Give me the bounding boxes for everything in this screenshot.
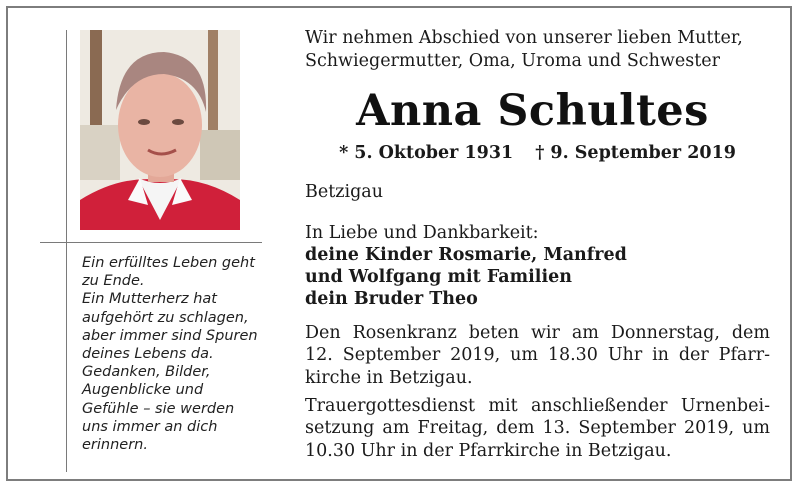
mourner-line: deine Kinder Rosmarie, Manfred: [305, 245, 627, 265]
poem-line: aber immer sind Spuren: [82, 327, 258, 344]
divider-vertical: [66, 30, 67, 472]
memorial-poem: [82, 254, 267, 454]
poem-line: Ein Mutterherz hat: [82, 291, 217, 308]
rosary-line: kirche in Betzigau.: [305, 367, 473, 388]
poem-line: uns immer an dich: [82, 418, 218, 435]
poem-line: Gefühle – sie werden: [82, 400, 235, 417]
death-date: † 9. September 2019: [535, 143, 736, 163]
poem-line: Augenblicke und: [82, 382, 204, 399]
poem-line: aufgehört zu schlagen,: [82, 309, 249, 326]
mourner-line: und Wolfgang mit Familien: [305, 267, 572, 287]
mourner-line: dein Bruder Theo: [305, 289, 478, 309]
rosary-announcement: [305, 322, 770, 389]
service-announcement: [305, 395, 770, 462]
rosary-line: 12. September 2019, um 18.30 Uhr in der Pfarr-: [305, 345, 770, 366]
poem-line: Ein erfülltes Leben geht: [82, 255, 255, 271]
poem-line: zu Ende.: [82, 273, 145, 290]
life-dates: [305, 143, 770, 163]
place-name: Betzigau: [305, 182, 383, 202]
service-line: Trauergottesdienst mit anschließender Urnenbei-: [305, 396, 770, 416]
divider-horizontal: [40, 242, 262, 243]
intro-line: Schwiegermutter, Oma, Uroma und Schwester: [305, 50, 720, 71]
poem-line: deines Lebens da.: [82, 346, 214, 363]
deceased-name: Anna Schultes: [356, 86, 709, 136]
thanks-line: In Liebe und Dankbarkeit:: [305, 223, 539, 243]
intro-text: [305, 27, 770, 72]
portrait-photo: [80, 30, 240, 230]
mourners-block: [305, 222, 770, 310]
birth-date: * 5. Oktober 1931: [339, 143, 514, 163]
service-line: 10.30 Uhr in der Pfarrkirche in Betzigau.: [305, 440, 672, 461]
service-line: setzung am Freitag, dem 13. September 2019, um: [305, 418, 770, 439]
poem-line: Gedanken, Bilder,: [82, 364, 211, 381]
poem-line: erinnern.: [82, 437, 148, 454]
rosary-line: Den Rosenkranz beten wir am Donnerstag, dem: [305, 323, 770, 343]
intro-line: Wir nehmen Abschied von unserer lieben Mutter,: [305, 28, 743, 48]
